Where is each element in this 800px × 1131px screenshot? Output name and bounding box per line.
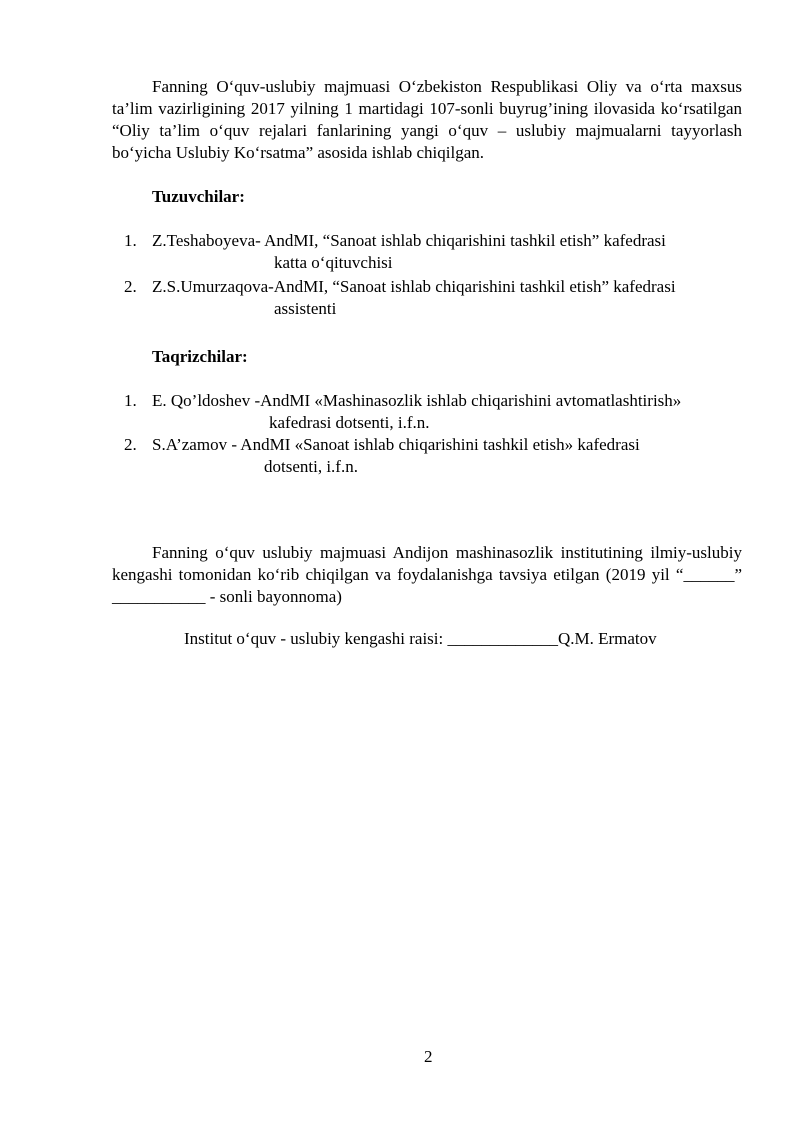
reviewer-line1: E. Qo’ldoshev -AndMI «Mashinasozlik ishlab chiqarishini avtomatlashtirish» xyxy=(152,391,682,410)
compiler-line1: Z.S.Umurzaqova-AndMI, “Sanoat ishlab chiqarishini tashkil etish” kafedrasi xyxy=(152,277,676,296)
reviewer-line1: S.A’zamov - AndMI «Sanoat ishlab chiqarishini tashkil etish» kafedrasi xyxy=(152,435,640,454)
compiler-line1: Z.Teshaboyeva- AndMI, “Sanoat ishlab chiqarishini tashkil etish” kafedrasi xyxy=(152,231,666,250)
reviewer-line2: kafedrasi dotsenti, i.f.n. xyxy=(269,413,430,432)
reviewer-number: 1. xyxy=(124,391,137,410)
reviewer-number: 2. xyxy=(124,435,137,454)
compiler-line2: katta o‘qituvchisi xyxy=(274,253,393,272)
compiler-number: 1. xyxy=(124,231,137,250)
page-number: 2 xyxy=(424,1047,433,1066)
compiler-line2: assistenti xyxy=(274,299,337,318)
compiler-number: 2. xyxy=(124,277,137,296)
compilers-heading: Tuzuvchilar: xyxy=(152,187,245,206)
intro-paragraph: Fanning O‘quv-uslubiy majmuasi O‘zbekiston Respublikasi Oliy va o‘rta maxsus ta’lim vazirligining 2017 yilning 1 martidagi 107-sonli buyrug’ining ilovasida ko‘rsatilgan “Oliy ta’lim o‘quv rejalari fanlarining yangi o‘quv – uslubiy majmualarni tayyorlash bo‘yicha Uslubiy Ko‘rsatma” asosida ishlab chiqilgan. xyxy=(112,77,742,162)
approval-paragraph: Fanning o‘quv uslubiy majmuasi Andijon mashinasozlik institutining ilmiy-uslubiy kengashi tomonidan ko‘rib chiqilgan va foydalanishga tavsiya etilgan (2019 yil “______” ___________ - sonli bayonnoma) xyxy=(112,543,742,606)
council-chair-signature-line: Institut o‘quv - uslubiy kengashi raisi: _____________Q.M. Ermatov xyxy=(184,629,657,648)
reviewers-heading: Taqrizchilar: xyxy=(152,347,248,366)
reviewer-line2: dotsenti, i.f.n. xyxy=(264,457,358,476)
